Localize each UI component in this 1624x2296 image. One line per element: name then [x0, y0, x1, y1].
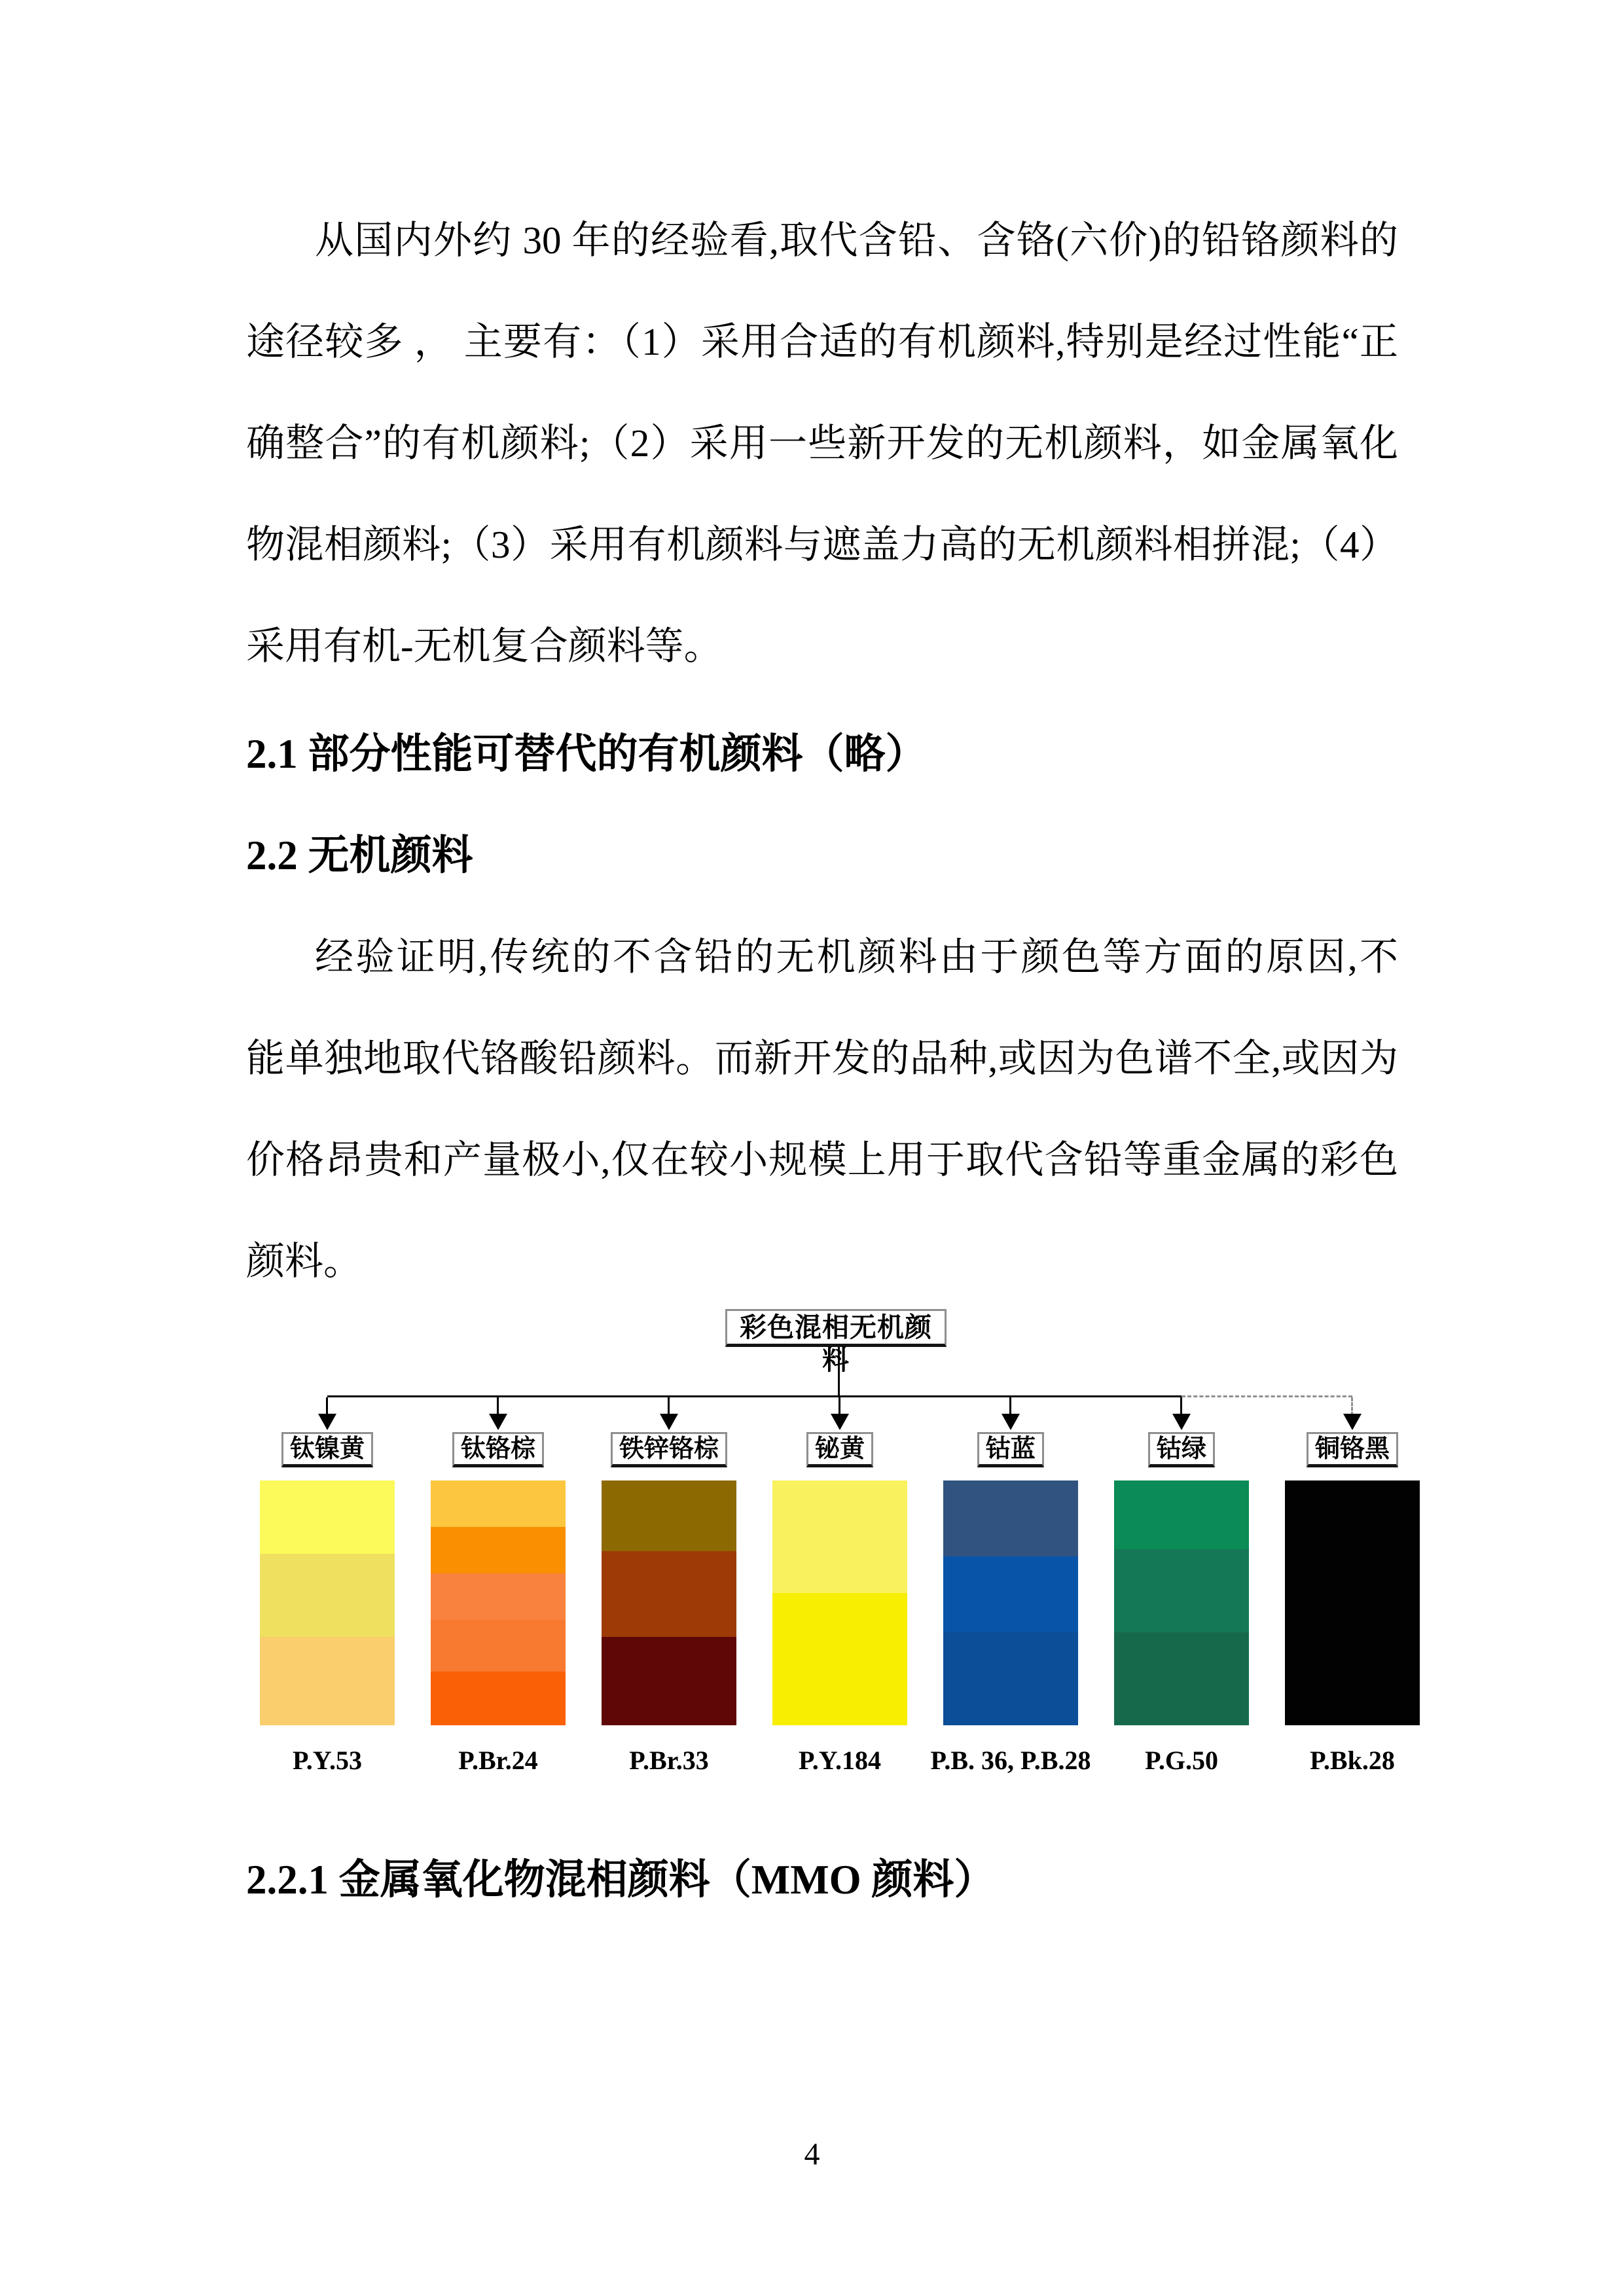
- color-swatch: [260, 1480, 395, 1725]
- color-swatch: [943, 1480, 1078, 1725]
- arrow-down-icon: [1343, 1414, 1362, 1430]
- swatch-band: [602, 1637, 736, 1725]
- connector-stub: [1180, 1397, 1182, 1416]
- arrow-down-icon: [318, 1414, 336, 1430]
- swatch-band: [943, 1480, 1078, 1556]
- connector-horizontal-dashed-line: [1182, 1395, 1352, 1397]
- arrow-down-icon: [660, 1414, 678, 1430]
- paragraph-line: 途径较多 ， 主要有：（1）采用合适的有机颜料,特别是经过性能“正: [246, 320, 1398, 363]
- swatch-band: [431, 1573, 566, 1620]
- pigment-name-box: 钛镍黄: [281, 1432, 373, 1467]
- section-heading-2-2-1: 2.2.1 金属氧化物混相颜料（MMO 颜料）: [246, 1857, 996, 1903]
- swatch-band: [1285, 1480, 1420, 1725]
- pigment-code-label: P.Y.53: [293, 1746, 362, 1775]
- arrow-down-icon: [1001, 1414, 1020, 1430]
- arrow-down-icon: [831, 1414, 849, 1430]
- arrow-down-icon: [489, 1414, 507, 1430]
- connector-horizontal-line: [327, 1395, 1182, 1397]
- swatch-band: [431, 1672, 566, 1725]
- paragraph-line: 颜料。: [246, 1240, 363, 1283]
- connector-stub-dashed: [1351, 1397, 1353, 1416]
- swatch-band: [772, 1593, 907, 1725]
- swatch-band: [1114, 1480, 1249, 1549]
- connector-root-drop: [838, 1347, 840, 1397]
- connector-stub: [326, 1397, 328, 1416]
- swatch-band: [602, 1551, 736, 1637]
- pigment-code-label: P.Br.24: [458, 1746, 538, 1775]
- swatch-band: [431, 1620, 566, 1672]
- pigment-code-label: P.B. 36, P.B.28: [930, 1746, 1091, 1775]
- paragraph-line: 能单独地取代铬酸铅颜料。而新开发的品种,或因为色谱不全,或因为: [246, 1037, 1398, 1080]
- paragraph-line: 物混相颜料;（3）采用有机颜料与遮盖力高的无机颜料相拼混;（4）: [246, 523, 1398, 566]
- pigment-name-box: 钛铬棕: [452, 1432, 544, 1467]
- pigment-code-label: P.Y.184: [799, 1746, 881, 1775]
- paragraph-line: 从国内外约 30 年的经验看,取代含铅、含铬(六价)的铅铬颜料的: [315, 219, 1398, 262]
- swatch-band: [260, 1554, 395, 1637]
- paragraph-2: [246, 906, 1398, 1312]
- pigment-code-label: P.Br.33: [629, 1746, 709, 1775]
- swatch-band: [943, 1556, 1078, 1632]
- paragraph-line: 价格昂贵和产量极小,仅在较小规模上用于取代含铅等重金属的彩色: [246, 1138, 1398, 1181]
- section-heading-2-1: 2.1 部分性能可替代的有机颜料（略）: [246, 731, 927, 777]
- color-swatch: [602, 1480, 736, 1725]
- color-swatch: [431, 1480, 566, 1725]
- swatch-band: [260, 1480, 395, 1554]
- paragraph-1: [246, 190, 1398, 697]
- swatch-band: [1114, 1549, 1249, 1632]
- diagram-root-box: 彩色混相无机颜料: [725, 1309, 947, 1347]
- swatch-band: [431, 1527, 566, 1573]
- swatch-band: [260, 1637, 395, 1725]
- connector-stub: [497, 1397, 499, 1416]
- swatch-band: [772, 1480, 907, 1593]
- color-swatch: [772, 1480, 907, 1725]
- paragraph-line: 采用有机-无机复合颜料等。: [246, 624, 723, 668]
- color-swatch: [1285, 1480, 1420, 1725]
- pigment-code-label: P.G.50: [1145, 1746, 1218, 1775]
- connector-stub: [1009, 1397, 1011, 1416]
- page-number: 4: [804, 2137, 820, 2172]
- pigment-code-label: P.Bk.28: [1310, 1746, 1395, 1775]
- swatch-band: [1114, 1632, 1249, 1725]
- pigment-name-box: 铋黄: [806, 1432, 873, 1467]
- connector-stub: [839, 1397, 840, 1416]
- section-heading-2-2: 2.2 无机颜料: [246, 833, 473, 878]
- arrow-down-icon: [1172, 1414, 1191, 1430]
- swatch-band: [943, 1632, 1078, 1725]
- color-swatch: [1114, 1480, 1249, 1725]
- paragraph-line: 确整合”的有机颜料;（2）采用一些新开发的无机颜料，如金属氧化: [246, 422, 1398, 465]
- swatch-band: [602, 1480, 736, 1551]
- swatch-band: [431, 1480, 566, 1527]
- connector-stub: [668, 1397, 670, 1416]
- paragraph-line: 经验证明,传统的不含铅的无机颜料由于颜色等方面的原因,不: [315, 935, 1398, 978]
- pigment-name-box: 铜铬黑: [1307, 1432, 1398, 1467]
- pigment-name-box: 铁锌铬棕: [611, 1432, 727, 1467]
- pigment-name-box: 钴绿: [1148, 1432, 1215, 1467]
- pigment-name-box: 钴蓝: [977, 1432, 1044, 1467]
